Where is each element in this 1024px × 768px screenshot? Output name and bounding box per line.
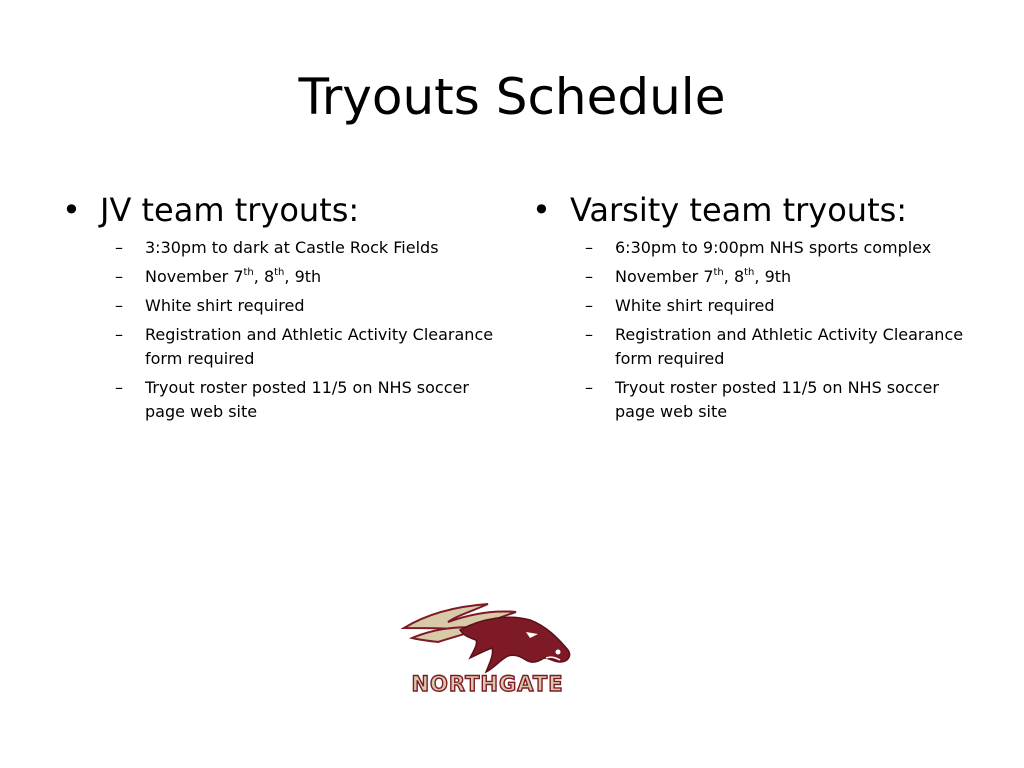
dash-icon: – — [585, 267, 593, 286]
dash-icon: – — [115, 325, 123, 344]
jv-dates-sep1: , 8 — [253, 267, 275, 286]
list-item — [60, 236, 500, 260]
slide-title: Tryouts Schedule — [298, 68, 726, 126]
varsity-heading-text: Varsity team tryouts: — [570, 191, 908, 229]
bullet-icon: • — [532, 191, 551, 229]
logo-wordmark: NORTHGATE — [411, 672, 564, 696]
jv-heading-text: JV team tryouts: — [100, 191, 360, 229]
jv-details-list — [60, 236, 500, 424]
jv-registration: Registration and Athletic Activity Clearance form required — [145, 325, 494, 368]
varsity-dates-prefix: November 7 — [615, 267, 714, 286]
dash-icon: – — [115, 296, 123, 315]
list-item — [60, 323, 500, 371]
jv-dates-prefix: November 7 — [145, 267, 244, 286]
mustang-head-icon — [390, 598, 585, 676]
dash-icon: – — [115, 267, 123, 286]
dash-icon: – — [585, 296, 593, 315]
jv-column — [60, 190, 500, 429]
jv-dates-sup2: th — [274, 266, 285, 278]
varsity-roster: Tryout roster posted 11/5 on NHS soccer page web site — [615, 378, 939, 421]
varsity-dates-sup1: th — [713, 266, 724, 278]
varsity-heading — [530, 190, 970, 230]
dash-icon: – — [585, 378, 593, 397]
varsity-dates-suffix: , 9th — [754, 267, 792, 286]
list-item — [530, 236, 970, 260]
varsity-dates-sup2: th — [744, 266, 755, 278]
varsity-dates-sep1: , 8 — [723, 267, 745, 286]
jv-dates-sup1: th — [243, 266, 254, 278]
jv-time: 3:30pm to dark at Castle Rock Fields — [145, 238, 439, 257]
jv-dates — [145, 267, 321, 286]
varsity-column — [530, 190, 970, 429]
list-item — [530, 323, 970, 371]
jv-heading — [60, 190, 500, 230]
dash-icon: – — [585, 238, 593, 257]
varsity-details-list — [530, 236, 970, 424]
dash-icon: – — [115, 378, 123, 397]
dash-icon: – — [585, 325, 593, 344]
bullet-icon: • — [62, 191, 81, 229]
jv-shirt: White shirt required — [145, 296, 305, 315]
list-item — [530, 294, 970, 318]
jv-dates-suffix: , 9th — [284, 267, 322, 286]
varsity-shirt: White shirt required — [615, 296, 775, 315]
list-item — [530, 265, 970, 289]
jv-roster: Tryout roster posted 11/5 on NHS soccer page web site — [145, 378, 469, 421]
list-item — [60, 265, 500, 289]
list-item — [60, 294, 500, 318]
varsity-dates — [615, 267, 791, 286]
varsity-time: 6:30pm to 9:00pm NHS sports complex — [615, 238, 932, 257]
northgate-logo — [390, 598, 585, 702]
list-item — [530, 376, 970, 424]
dash-icon: – — [115, 238, 123, 257]
list-item — [60, 376, 500, 424]
varsity-registration: Registration and Athletic Activity Clearance form required — [615, 325, 964, 368]
